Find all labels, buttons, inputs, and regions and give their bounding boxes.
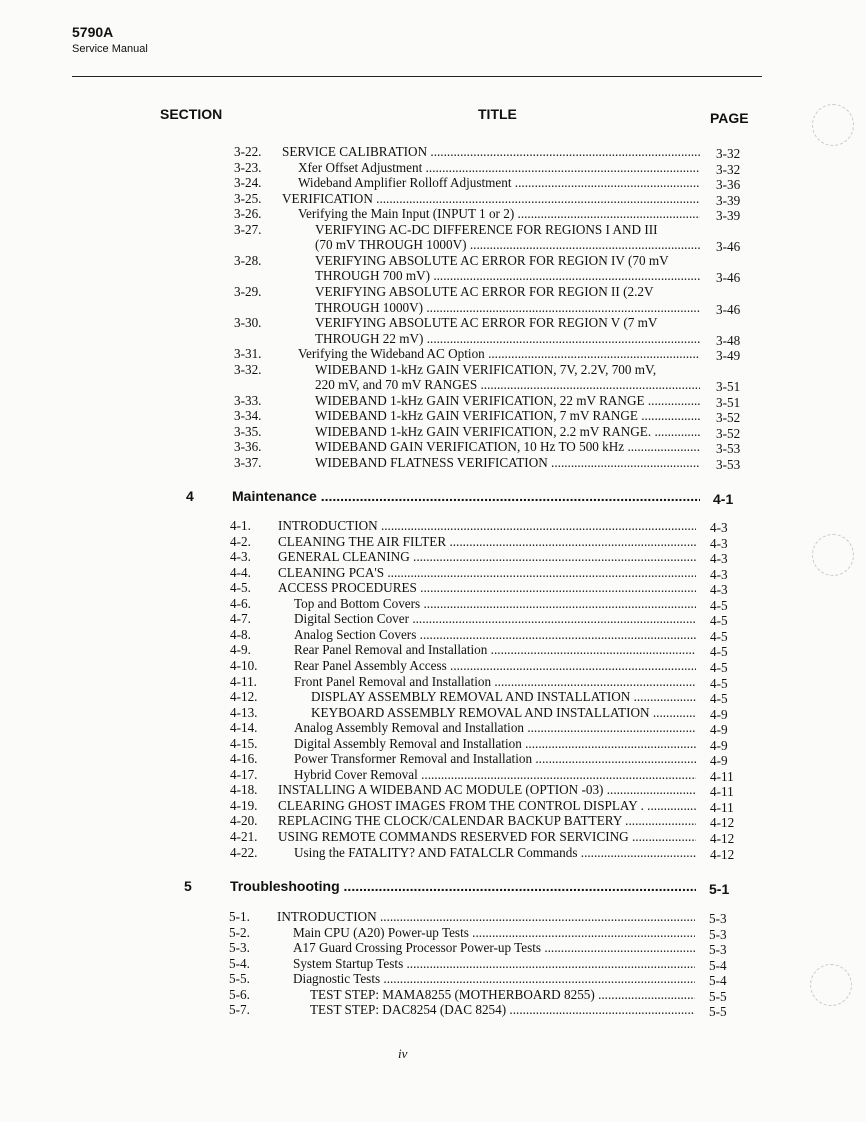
toc-entry[interactable] xyxy=(234,175,756,191)
toc-entry-title: REPLACING THE CLOCK/CALENDAR BACKUP BATTERY ..... xyxy=(278,813,696,829)
toc-entry-page: 4-12 xyxy=(710,831,735,846)
toc-entry-page: 3-46 xyxy=(716,301,741,317)
toc-entry-title: WIDEBAND 1-kHz GAIN VERIFICATION, 2.2 mV RANGE. ..... xyxy=(315,424,700,440)
toc-entry[interactable] xyxy=(234,377,756,393)
toc-entry-page: 4-3 xyxy=(710,520,728,535)
toc-entry-number: 4-3. xyxy=(230,549,251,565)
toc-entry-title: VERIFYING ABSOLUTE AC ERROR FOR REGION II (2.2V xyxy=(315,283,654,299)
toc-entry-page: 5-3 xyxy=(709,926,727,942)
toc-entry-page: 4-5 xyxy=(710,659,728,675)
toc-entry-title: INSTALLING A WIDEBAND AC MODULE (OPTION -03) ..... xyxy=(278,782,696,798)
toc-entry-title: VERIFICATION ..... xyxy=(282,191,700,207)
toc-entry-title: Analog Section Covers ..... xyxy=(294,627,696,643)
chapter-heading[interactable] xyxy=(186,488,753,506)
toc-entry-page: 4-9 xyxy=(710,706,728,722)
toc-entry[interactable] xyxy=(230,611,750,627)
toc-entry-page: 3-46 xyxy=(716,239,741,255)
chapter-number: 5 xyxy=(184,878,192,894)
toc-entry-title: Diagnostic Tests ..... xyxy=(293,971,695,987)
toc-entry-title: A17 Guard Crossing Processor Power-up Tests ..... xyxy=(293,940,695,956)
toc-entry-number: 4-19. xyxy=(230,797,258,813)
toc-entry-page: 4-9 xyxy=(710,722,728,738)
toc-entry-title: Digital Section Cover ..... xyxy=(294,611,696,627)
toc-entry-title: CLEANING THE AIR FILTER ..... xyxy=(278,534,696,550)
toc-entry-title: Using the FATALITY? AND FATALCLR Commands ..... xyxy=(294,845,696,861)
toc-entry[interactable] xyxy=(234,206,756,222)
toc-entry-title: System Startup Tests ..... xyxy=(293,956,695,972)
column-header-section: SECTION xyxy=(160,106,223,122)
toc-entry-number: 3-28. xyxy=(234,252,262,268)
toc-entry-title: DISPLAY ASSEMBLY REMOVAL AND INSTALLATION ..... xyxy=(311,689,696,705)
toc-entry-number: 5-7. xyxy=(229,1002,250,1018)
toc-entry-number: 4-6. xyxy=(230,595,251,611)
toc-entry[interactable] xyxy=(229,909,749,925)
page-number: iv xyxy=(398,1046,408,1061)
toc-entry-title: Rear Panel Assembly Access ..... xyxy=(294,658,696,674)
toc-entry-page: 3-52 xyxy=(716,410,741,426)
toc-entry-number: 4-9. xyxy=(230,642,251,658)
toc-entry-number: 4-22. xyxy=(230,844,258,860)
toc-entry-title: Main CPU (A20) Power-up Tests ..... xyxy=(293,925,695,941)
toc-entry[interactable] xyxy=(230,549,750,565)
toc-entry-title: Front Panel Removal and Installation ..... xyxy=(294,674,696,690)
toc-entry-page: 4-11 xyxy=(710,799,734,815)
toc-entry[interactable] xyxy=(234,439,756,455)
toc-entry[interactable] xyxy=(229,987,749,1003)
toc-entry[interactable] xyxy=(230,674,750,690)
toc-entry-page: 3-51 xyxy=(716,379,741,395)
toc-entry[interactable] xyxy=(230,658,750,674)
toc-entry-title: ACCESS PROCEDURES ..... xyxy=(278,580,696,596)
toc-entry-number: 4-14. xyxy=(230,720,258,736)
toc-entry[interactable] xyxy=(230,518,750,534)
toc-entry[interactable] xyxy=(229,925,749,941)
toc-entry[interactable] xyxy=(230,596,750,612)
toc-entry-title: CLEANING PCA'S ..... xyxy=(278,565,696,581)
toc-entry-title: (70 mV THROUGH 1000V) ..... xyxy=(315,237,700,253)
toc-entry[interactable] xyxy=(230,798,750,814)
toc-entry-page: 4-11 xyxy=(710,768,734,784)
toc-entry-page: 4-5 xyxy=(710,613,728,629)
toc-entry[interactable] xyxy=(234,160,756,176)
toc-entry-page: 4-9 xyxy=(710,737,728,753)
toc-entry-title: TEST STEP: DAC8254 (DAC 8254) ..... xyxy=(310,1002,695,1018)
toc-entry-page: 4-9 xyxy=(710,753,728,769)
toc-entry[interactable] xyxy=(234,268,756,284)
toc-entry-title: THROUGH 1000V) ..... xyxy=(315,300,700,316)
chapter-heading[interactable] xyxy=(184,878,749,896)
toc-entry-page: 3-51 xyxy=(716,394,741,410)
toc-entry[interactable] xyxy=(229,1002,749,1018)
toc-entry-number: 5-6. xyxy=(229,986,250,1002)
toc-entry-number: 3-29. xyxy=(234,283,262,299)
toc-entry[interactable] xyxy=(234,191,756,207)
toc-entry-page: 4-12 xyxy=(710,815,735,831)
toc-entry-page: 4-3 xyxy=(710,535,728,551)
toc-entry[interactable] xyxy=(234,331,756,347)
column-header-title: TITLE xyxy=(478,106,517,122)
toc-entry-number: 4-13. xyxy=(230,704,258,720)
toc-entry-title: KEYBOARD ASSEMBLY REMOVAL AND INSTALLATION ..... xyxy=(311,705,696,721)
toc-entry-number: 3-25. xyxy=(234,190,262,206)
toc-entry[interactable] xyxy=(234,253,756,269)
toc-entry-page: 4-5 xyxy=(710,628,728,644)
toc-entry-page: 3-32 xyxy=(716,161,741,177)
toc-entry-number: 4-12. xyxy=(230,689,258,705)
toc-entry-number: 4-21. xyxy=(230,829,258,844)
toc-entry-number: 3-24. xyxy=(234,175,262,191)
toc-entry-title: Rear Panel Removal and Installation ..... xyxy=(294,642,696,658)
toc-entry[interactable] xyxy=(230,642,750,658)
toc-entry-title: Verifying the Main Input (INPUT 1 or 2) ..... xyxy=(298,206,700,222)
toc-entry[interactable] xyxy=(234,222,756,238)
toc-entry-number: 3-32. xyxy=(234,361,262,377)
toc-entry-page: 5-4 xyxy=(709,973,727,989)
toc-entry-title: Analog Assembly Removal and Installation ..... xyxy=(294,720,696,736)
chapter-title: Troubleshooting ..... xyxy=(230,878,696,894)
toc-entry[interactable] xyxy=(230,720,750,736)
toc-entry-number: 5-4. xyxy=(229,955,250,971)
toc-entry-title: USING REMOTE COMMANDS RESERVED FOR SERVICING ..... xyxy=(278,829,696,845)
toc-entry-number: 4-20. xyxy=(230,813,258,829)
toc-entry-number: 3-31. xyxy=(234,346,262,362)
toc-entry-page: 4-3 xyxy=(710,582,728,598)
manual-model: 5790A xyxy=(72,24,114,40)
column-header-page: PAGE xyxy=(710,110,749,126)
toc-entry-title: WIDEBAND FLATNESS VERIFICATION ..... xyxy=(315,455,700,471)
toc-entry-page: 3-53 xyxy=(716,457,741,472)
toc-entry-number: 3-23. xyxy=(234,159,262,175)
chapter-page: 5-1 xyxy=(709,881,730,897)
toc-entry-title: VERIFYING ABSOLUTE AC ERROR FOR REGION V (7 mV xyxy=(315,315,658,331)
toc-entry[interactable] xyxy=(230,627,750,643)
toc-entry-page: 3-48 xyxy=(716,332,741,348)
toc-entry-number: 5-3. xyxy=(229,940,250,956)
toc-entry[interactable] xyxy=(230,751,750,767)
toc-entry-number: 3-27. xyxy=(234,221,262,237)
toc-entry-page: 3-49 xyxy=(716,348,741,364)
toc-entry[interactable] xyxy=(234,424,756,440)
toc-entry-number: 4-7. xyxy=(230,611,251,627)
toc-entry-number: 3-26. xyxy=(234,206,262,222)
toc-entry-page: 4-5 xyxy=(710,675,728,691)
toc-entry-title: TEST STEP: MAMA8255 (MOTHERBOARD 8255) ..... xyxy=(310,987,695,1003)
toc-entry-number: 3-36. xyxy=(234,439,262,455)
toc-entry-number: 4-4. xyxy=(230,564,251,580)
toc-entry-number: 3-33. xyxy=(234,392,262,408)
toc-entry-title: WIDEBAND GAIN VERIFICATION, 10 Hz TO 500 kHz ..... xyxy=(315,439,700,455)
toc-entry-title: Verifying the Wideband AC Option ..... xyxy=(298,346,700,362)
toc-entry[interactable] xyxy=(234,455,756,471)
toc-entry-page: 4-11 xyxy=(710,784,734,800)
toc-entry-title: WIDEBAND 1-kHz GAIN VERIFICATION, 22 mV RANGE ..... xyxy=(315,393,700,409)
toc-entry-title: GENERAL CLEANING ..... xyxy=(278,549,696,565)
toc-entry-title: WIDEBAND 1-kHz GAIN VERIFICATION, 7V, 2.2V, 700 mV, xyxy=(315,361,657,377)
toc-entry-page: 5-5 xyxy=(709,1004,727,1020)
toc-entry[interactable] xyxy=(234,300,756,316)
toc-entry-page: 4-5 xyxy=(710,597,728,613)
toc-entry-number: 4-15. xyxy=(230,735,258,751)
toc-entry-page: 3-36 xyxy=(716,177,741,193)
toc-entry-number: 3-30. xyxy=(234,315,262,331)
toc-entry-page: 4-12 xyxy=(710,846,735,862)
toc-entry-title: INTRODUCTION ..... xyxy=(278,518,696,534)
toc-entry-title: Xfer Offset Adjustment ..... xyxy=(298,160,700,176)
toc-entry-title: Power Transformer Removal and Installation ..... xyxy=(294,751,696,767)
toc-entry[interactable] xyxy=(234,315,756,331)
toc-entry[interactable] xyxy=(230,534,750,550)
toc-entry-title: Top and Bottom Covers ..... xyxy=(294,596,696,612)
toc-entry-number: 4-11. xyxy=(230,673,257,689)
toc-entry[interactable] xyxy=(230,565,750,581)
toc-entry-title: Hybrid Cover Removal ..... xyxy=(294,767,696,783)
toc-entry[interactable] xyxy=(230,689,750,705)
toc-entry-page: 5-3 xyxy=(709,942,727,958)
toc-entry[interactable] xyxy=(230,767,750,783)
toc-entry[interactable] xyxy=(234,284,756,300)
toc-entry-page: 3-46 xyxy=(716,270,741,286)
toc-entry[interactable] xyxy=(230,580,750,596)
toc-entry-number: 4-16. xyxy=(230,751,258,767)
toc-entry-number: 4-2. xyxy=(230,533,251,549)
toc-entry-number: 3-22. xyxy=(234,144,262,159)
toc-entry-number: 3-34. xyxy=(234,408,262,424)
toc-entry[interactable] xyxy=(230,845,750,861)
toc-entry-title: CLEARING GHOST IMAGES FROM THE CONTROL DISPLAY . ..... xyxy=(278,798,696,814)
toc-entry-number: 4-8. xyxy=(230,626,251,642)
toc-entry-number: 4-17. xyxy=(230,766,258,782)
toc-entry[interactable] xyxy=(230,813,750,829)
toc-entry-title: INTRODUCTION ..... xyxy=(277,909,695,925)
toc-entry-page: 4-3 xyxy=(710,551,728,567)
toc-entry-title: THROUGH 22 mV) ..... xyxy=(315,331,700,347)
toc-entry-title: VERIFYING ABSOLUTE AC ERROR FOR REGION IV (70 mV xyxy=(315,252,669,268)
chapter-number: 4 xyxy=(186,488,194,504)
toc-entry[interactable] xyxy=(230,705,750,721)
toc-entry-number: 5-2. xyxy=(229,924,250,940)
toc-entry-number: 4-10. xyxy=(230,657,258,673)
toc-entry[interactable] xyxy=(230,736,750,752)
toc-entry[interactable] xyxy=(234,346,756,362)
toc-entry-title: Wideband Amplifier Rolloff Adjustment ..... xyxy=(298,175,700,191)
toc-entry-page: 3-39 xyxy=(716,208,741,224)
toc-entry[interactable] xyxy=(234,237,756,253)
toc-entry-number: 4-5. xyxy=(230,580,251,596)
toc-entry-number: 3-35. xyxy=(234,423,262,439)
toc-entry-title: 220 mV, and 70 mV RANGES ..... xyxy=(315,377,700,393)
toc-entry-page: 3-52 xyxy=(716,425,741,441)
toc-entry-number: 4-1. xyxy=(230,518,251,533)
toc-entry-page: 3-39 xyxy=(716,192,741,208)
manual-subtitle: Service Manual xyxy=(72,43,148,55)
chapter-page: 4-1 xyxy=(713,491,734,507)
toc-entry[interactable] xyxy=(234,408,756,424)
toc-entry-page: 5-3 xyxy=(709,911,727,926)
toc-entry-title: SERVICE CALIBRATION ..... xyxy=(282,144,700,160)
toc-entry[interactable] xyxy=(229,971,749,987)
toc-entry-title: WIDEBAND 1-kHz GAIN VERIFICATION, 7 mV RANGE ..... xyxy=(315,408,700,424)
chapter-title: Maintenance ..... xyxy=(232,488,700,504)
toc-entry-number: 5-5. xyxy=(229,971,250,987)
toc-entry-title: Digital Assembly Removal and Installation ..... xyxy=(294,736,696,752)
toc-entry[interactable] xyxy=(234,362,756,378)
toc-entry-page: 4-5 xyxy=(710,644,728,660)
toc-entry-page: 4-3 xyxy=(710,566,728,582)
toc-entry[interactable] xyxy=(229,940,749,956)
toc-entry-number: 3-37. xyxy=(234,455,262,470)
toc-entry-title: VERIFYING AC-DC DIFFERENCE FOR REGIONS I AND III xyxy=(315,221,658,237)
toc-entry[interactable] xyxy=(230,829,750,845)
toc-entry[interactable] xyxy=(234,144,756,160)
toc-entry[interactable] xyxy=(230,782,750,798)
toc-entry[interactable] xyxy=(229,956,749,972)
toc-entry-page: 3-53 xyxy=(716,441,741,457)
toc-entry-page: 5-4 xyxy=(709,957,727,973)
toc-entry-number: 5-1. xyxy=(229,909,250,924)
toc-entry[interactable] xyxy=(234,393,756,409)
toc-entry-title: THROUGH 700 mV) ..... xyxy=(315,268,700,284)
toc-entry-number: 4-18. xyxy=(230,782,258,798)
toc-entry-page: 5-5 xyxy=(709,988,727,1004)
toc-entry-page: 3-32 xyxy=(716,146,741,161)
toc-entry-page: 4-5 xyxy=(710,691,728,707)
